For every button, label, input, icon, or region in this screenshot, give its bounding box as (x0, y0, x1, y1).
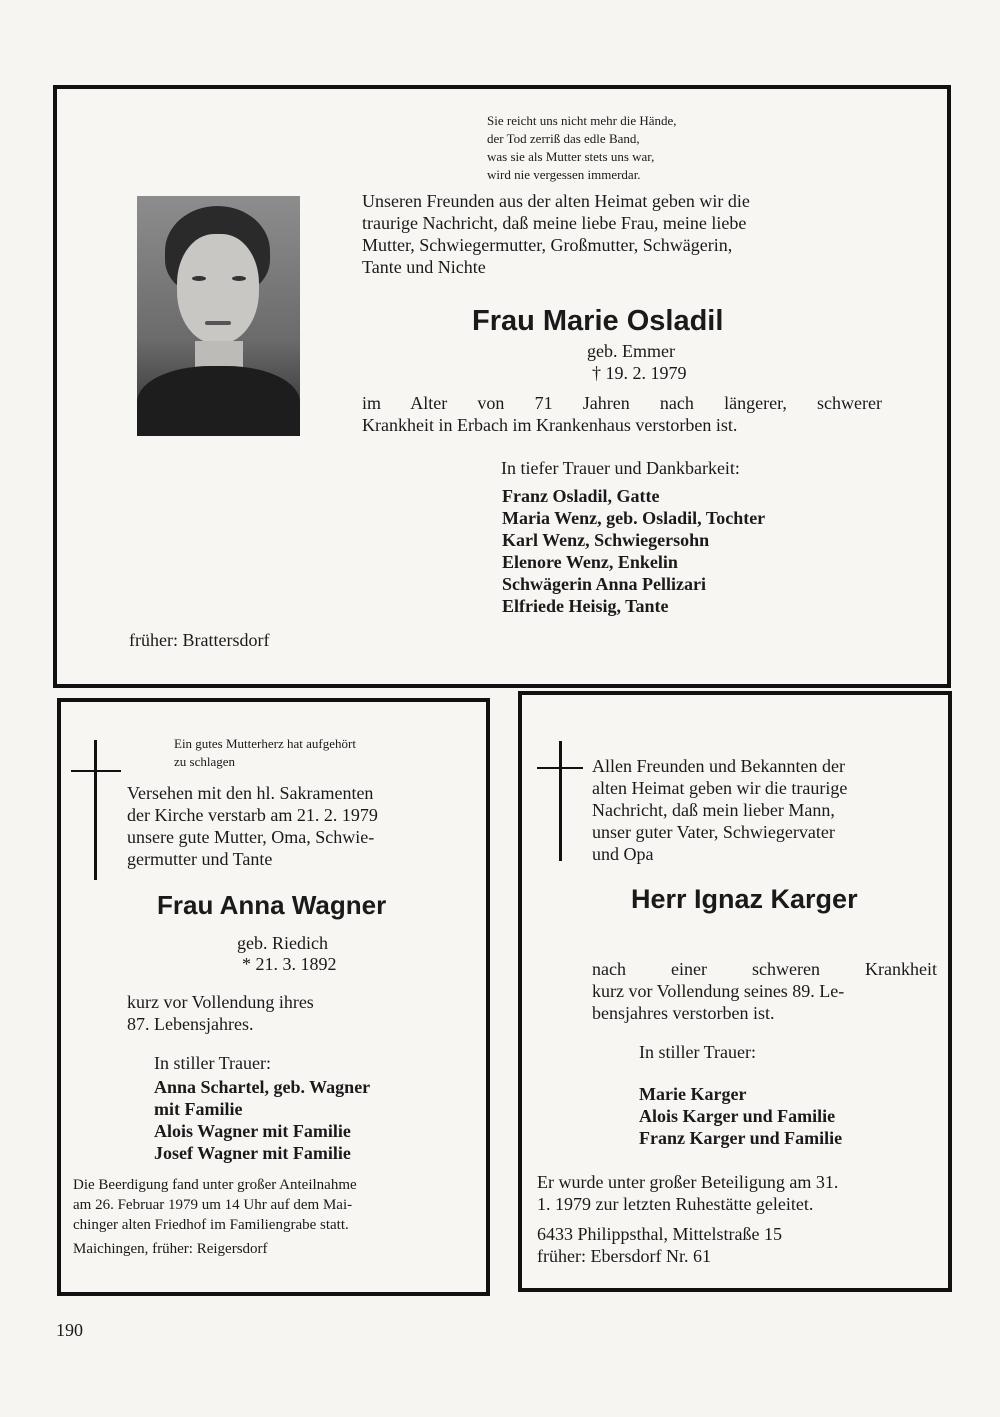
cross-icon (94, 740, 97, 880)
location: Maichingen, früher: Reigersdorf (73, 1241, 268, 1257)
mourners-list: Franz Osladil, Gatte Maria Wenz, geb. Osladil, Tochter Karl Wenz, Schwiegersohn Elenore Wenz, Enkelin Schwägerin Anna Pellizari Elfriede Heisig, Tante (502, 486, 766, 616)
death-date: † 19. 2. 1979 (592, 363, 687, 383)
age-text: im Alter von 71 Jahren nach längerer, schwerer Krankheit in Erbach im Krankenhaus verstorben ist. (362, 393, 882, 435)
funeral-text: Die Beerdigung fand unter großer Anteilnahme am 26. Februar 1979 um 14 Uhr auf dem Mai- chinger alten Friedhof im Familiengrabe statt. (73, 1177, 357, 1233)
birth-date: * 21. 3. 1892 (242, 954, 337, 974)
deceased-name: Herr Ignaz Karger (631, 884, 858, 914)
funeral-text: Er wurde unter großer Beteiligung am 31. 1. 1979 zur letzten Ruhestätte geleitet. (537, 1172, 839, 1214)
intro-text: Versehen mit den hl. Sakramenten der Kirche verstarb am 21. 2. 1979 unsere gute Mutter, Oma, Schwie- germutter und Tante (127, 783, 378, 869)
mourning-intro: In tiefer Trauer und Dankbarkeit: (501, 458, 740, 478)
mourners-list: Anna Schartel, geb. Wagner mit Familie Alois Wagner mit Familie Josef Wagner mit Familie (154, 1077, 371, 1163)
deceased-name: Frau Marie Osladil (472, 305, 724, 337)
obituary-marie-osladil (53, 85, 951, 688)
mourning-intro: In stiller Trauer: (639, 1042, 756, 1062)
intro-text: Unseren Freunden aus der alten Heimat geben wir die traurige Nachricht, daß meine liebe Frau, meine liebe Mutter, Schwiegermutter, Großmutter, Schwägerin, Tante und Nichte (362, 191, 750, 277)
mourning-intro: In stiller Trauer: (154, 1053, 271, 1073)
page-number: 190 (56, 1320, 83, 1340)
poem: Sie reicht uns nicht mehr die Hände, der Tod zerriß das edle Band, was sie als Mutter stets uns war, wird nie vergessen immerdar. (487, 113, 677, 182)
former-home: früher: Brattersdorf (129, 630, 270, 650)
intro-text: Allen Freunden und Bekannten der alten Heimat geben wir die traurige Nachricht, daß mein lieber Mann, unser guter Vater, Schwiegervater und Opa (592, 756, 848, 864)
portrait-photo (137, 196, 300, 436)
age-text: kurz vor Vollendung ihres 87. Lebensjahres. (127, 992, 314, 1034)
born-name: geb. Emmer (587, 341, 675, 361)
former-home: früher: Ebersdorf Nr. 61 (537, 1246, 711, 1266)
obituary-anna-wagner (57, 698, 490, 1296)
address: 6433 Philippsthal, Mittelstraße 15 (537, 1224, 782, 1244)
cross-icon (559, 741, 562, 861)
born-name: geb. Riedich (237, 933, 328, 953)
age-text: nach einer schweren Krankheit kurz vor Vollendung seines 89. Le- bensjahres verstorben ist. (592, 959, 937, 1023)
obituary-ignaz-karger (518, 691, 952, 1292)
poem: Ein gutes Mutterherz hat aufgehört zu schlagen (174, 736, 356, 769)
deceased-name: Frau Anna Wagner (157, 890, 387, 920)
mourners-list: Marie Karger Alois Karger und Familie Franz Karger und Familie (639, 1084, 843, 1148)
